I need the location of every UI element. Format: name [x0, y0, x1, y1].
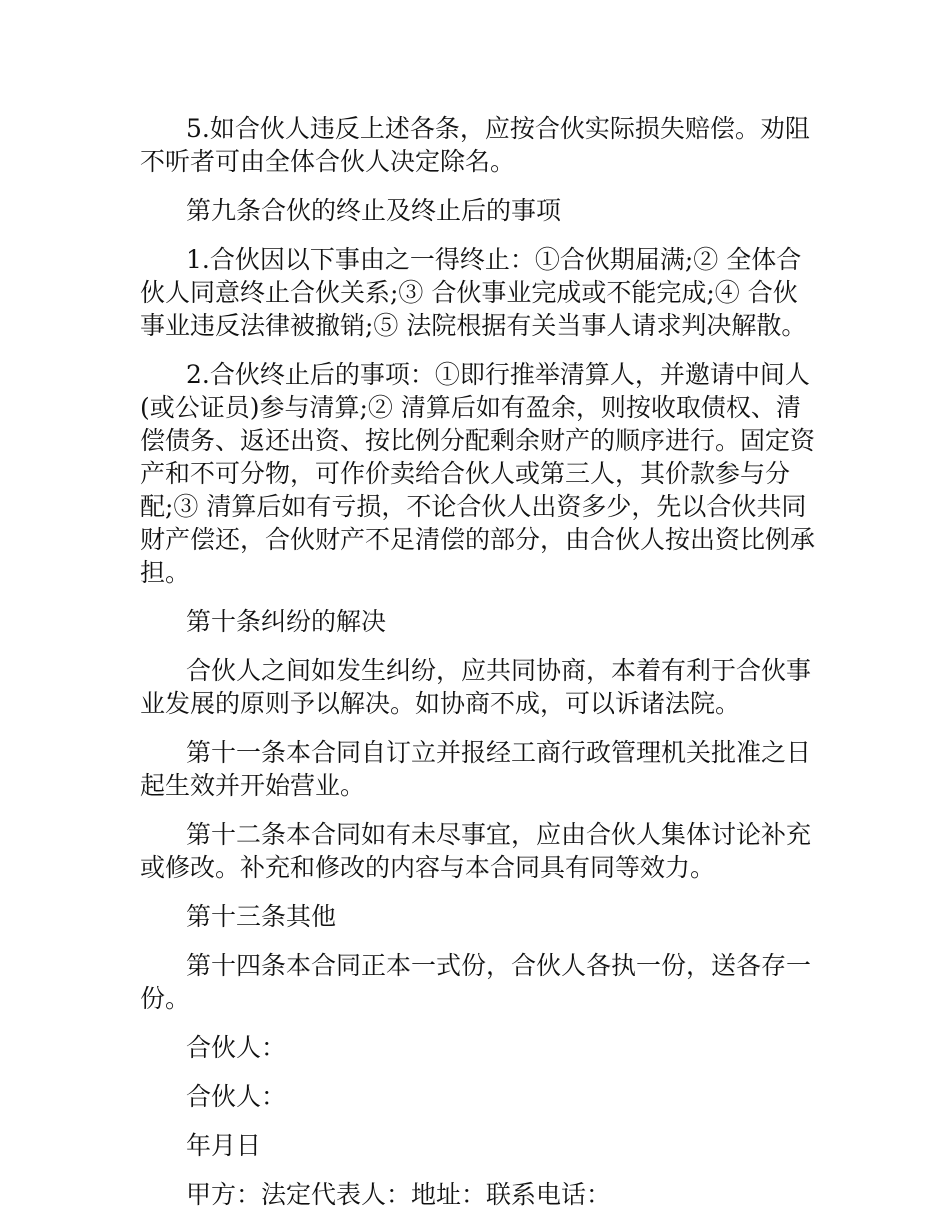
partner-signature-line-2: 合伙人：	[186, 1082, 287, 1111]
article-12-paragraph: 第十二条本合同如有未尽事宜，应由合伙人集体讨论补充或修改。补充和修改的内容与本合同具有同等效力。	[140, 820, 812, 882]
paragraph-dispute-resolution: 合伙人之间如发生纠纷，应共同协商，本着有利于合伙事业发展的原则予以解决。如协商不成，可以诉诸法院。	[140, 656, 812, 718]
partner-signature-line-1: 合伙人：	[186, 1033, 287, 1062]
paragraph-compensation-clause: 5.如合伙人违反上述各条，应按合伙实际损失赔偿。劝阻不听者可由全体合伙人决定除名。	[140, 114, 810, 176]
paragraph-termination-reasons: 1.合伙因以下事由之一得终止：①合伙期届满;② 全体合伙人同意终止合伙关系;③ 合伙事业完成或不能完成;④ 合伙事业违反法律被撤销;⑤ 法院根据有关当事人请求判决解散。	[140, 245, 807, 340]
party-a-info-line: 甲方：法定代表人：地址：联系电话：	[186, 1180, 612, 1209]
paragraph-post-termination-matters: 2.合伙终止后的事项：①即行推举清算人，并邀请中间人(或公证员)参与清算;② 清算后如有盈余，则按收取债权、清偿债务、返还出资、按比例分配剩余财产的顺序进行。固定资产和不可分物，可作价卖给合伙人或第三人，其价款参与分配;③ 清算后如有亏损，不论合伙人出资多少，先以合伙共同财产偿还，合伙财产不足清偿的部分，由合伙人按出资比例承担。	[140, 360, 816, 587]
article-10-heading: 第十条纠纷的解决	[186, 607, 387, 636]
article-13-heading: 第十三条其他	[186, 902, 337, 931]
article-11-paragraph: 第十一条本合同自订立并报经工商行政管理机关批准之日起生效并开始营业。	[140, 738, 812, 800]
article-9-heading: 第九条合伙的终止及终止后的事项	[186, 196, 562, 225]
date-line: 年月日	[186, 1131, 262, 1160]
article-14-paragraph: 第十四条本合同正本一式份，合伙人各执一份，送各存一份。	[140, 951, 812, 1013]
document-body	[140, 112, 816, 1227]
